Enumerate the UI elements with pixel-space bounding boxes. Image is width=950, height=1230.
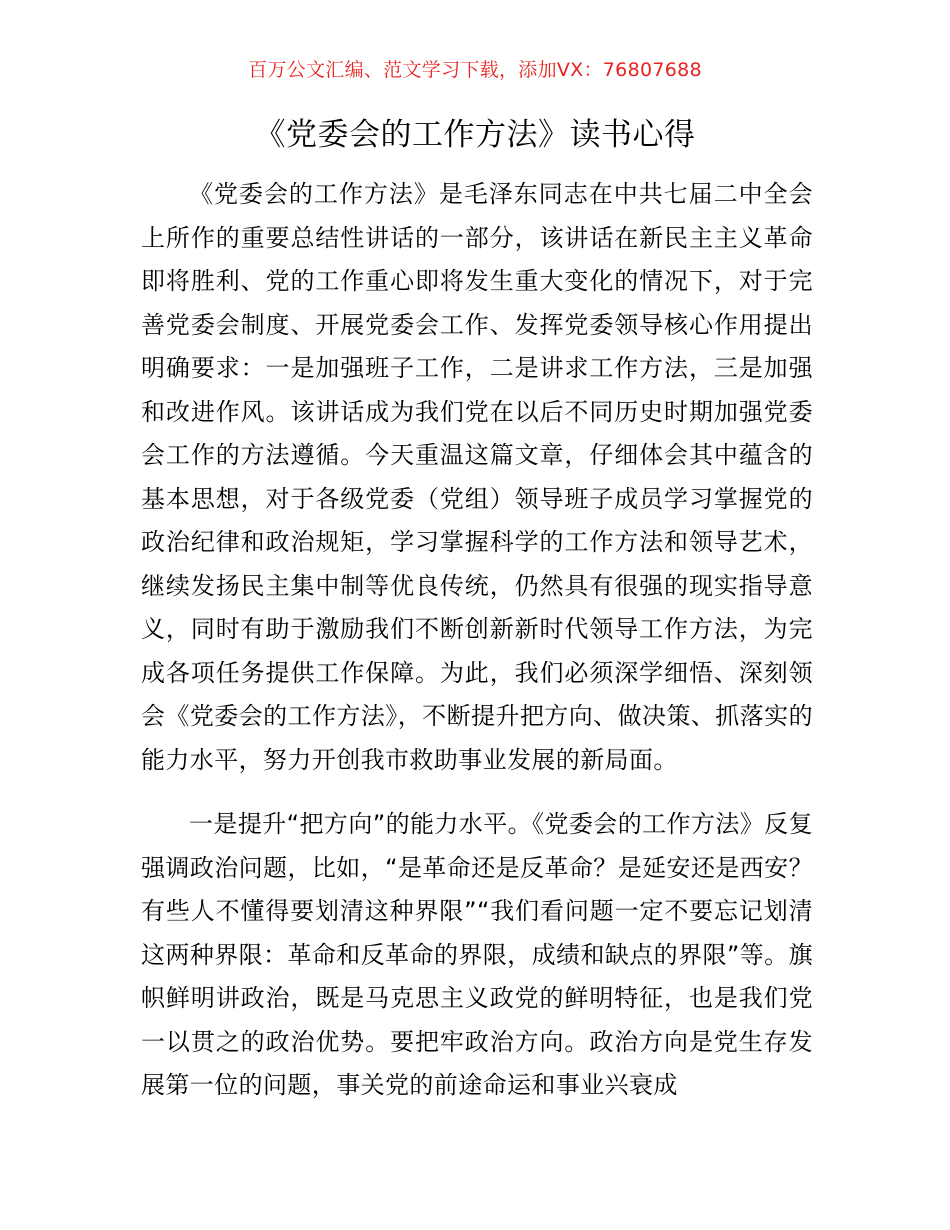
paragraph-intro: 《党委会的工作方法》是毛泽东同志在中共七届二中全会上所作的重要总结性讲话的一部分，该讲话在新民主主义革命即将胜利、党的工作重心即将发生重大变化的情况下，对于完善党委会制度、开展党委会工作、发挥党委领导核心作用提出明确要求：一是加强班子工作，二是讲求工作方法，三是加强和改进作风。该讲话成为我们党在以后不同历史时期加强党委会工作的方法遵循。今天重温这篇文章，仔细体会其中蕴含的基本思想，对于各级党委（党组）领导班子成员学习掌握党的政治纪律和政治规矩，学习掌握科学的工作方法和领导艺术，继续发扬民主集中制等优良传统，仍然具有很强的现实指导意义，同时有助于激励我们不断创新新时代领导工作方法，为完成各项任务提供工作保障。为此，我们必须深学细悟、深刻领会《党委会的工作方法》，不断提升把方向、做决策、抓落实的能力水平，努力开创我市救助事业发展的新局面。 xyxy=(141,180,813,774)
header-watermark-note: 百万公文汇编、范文学习下载，添加VX：76807688 xyxy=(248,59,702,81)
document-body xyxy=(141,173,813,1108)
paragraph-direction: 一是提升“把方向”的能力水平。《党委会的工作方法》反复强调政治问题，比如，“是革命还是反革命？是延安还是西安？有些人不懂得要划清这种界限”“我们看问题一定不要忘记划清这两种界限：革命和反革命的界限，成绩和缺点的界限”等。旗帜鲜明讲政治，既是马克思主义政党的鲜明特征，也是我们党一以贯之的政治优势。要把牢政治方向。政治方向是党生存发展第一位的问题，事关党的前途命运和事业兴衰成 xyxy=(141,810,813,1099)
document-title: 《党委会的工作方法》读书心得 xyxy=(254,117,696,153)
